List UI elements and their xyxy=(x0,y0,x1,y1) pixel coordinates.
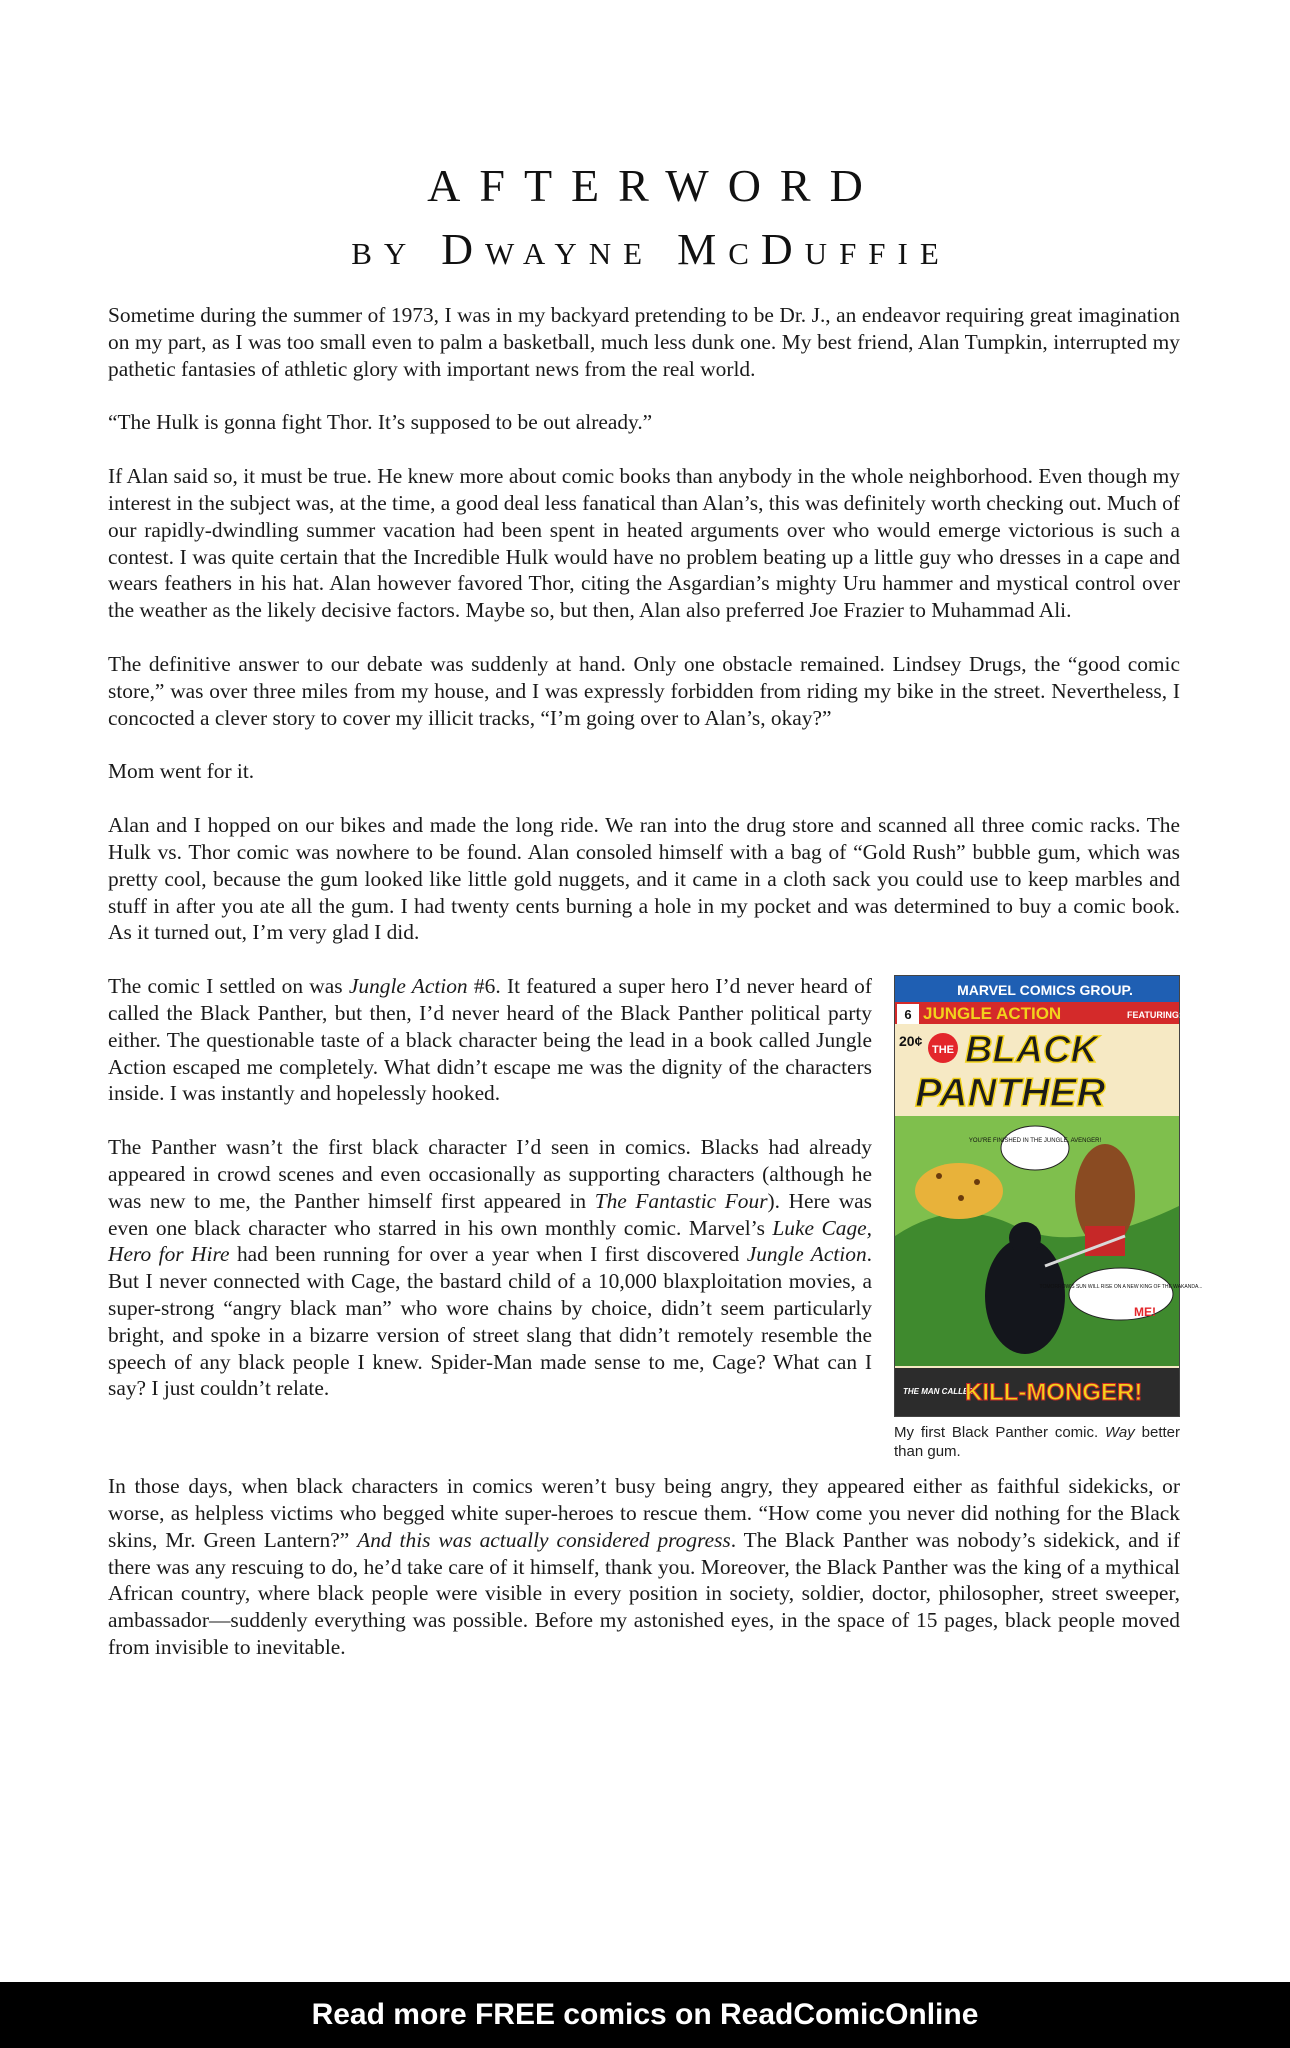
title-jungle-action-2: Jungle Action xyxy=(746,1242,867,1267)
cover-art xyxy=(895,976,1203,1416)
paragraph-3: If Alan said so, it must be true. He knew more about comic books than anybody in the whole neighborhood. Even though my interest in the subject was, at the time, a good deal less fanatical than Alan’s, this was definitely worth checking out. Much of our rapidly-dwindling summer vacation had been spent in heated arguments over who would emerge victorious is such a contest. I was quite certain that the Incredible Hulk would have no problem beating up a little guy who dresses in a cape and wears feathers in his hat. Alan however favored Thor, citing the Asgardian’s mighty Uru hammer and mystical control over the weather as the likely decisive factors. Maybe so, but then, Alan also preferred Joe Frazier to Muhammad Ali. xyxy=(108,464,1180,623)
leopard-figure xyxy=(915,1163,1003,1219)
cover-publisher: MARVEL COMICS GROUP. xyxy=(957,982,1133,999)
caption-text: My first Black Panther comic. xyxy=(894,1424,1106,1442)
paragraph-5: Mom went for it. xyxy=(108,759,255,784)
title-fantastic-four: The Fantastic Four xyxy=(594,1188,768,1213)
black-panther-figure xyxy=(985,1238,1065,1354)
cover-issue-number: 6 xyxy=(904,1007,912,1023)
cover-balloon-2-emphasis: ME! xyxy=(1134,1305,1156,1320)
author-byline: by Dwayne McDuffie xyxy=(351,225,951,274)
paragraph-6: Alan and I hopped on our bikes and made the long ride. We ran into the drug store and scanned all three comic racks. The Hulk vs. Thor comic was nowhere to be found. Alan consoled himself with a bag of “Gold Rush” bubble gum, which was pretty cool, because the gum looked like little gold nuggets, and it came in a cloth sack you could use to keep marbles and stuff in after you ate all the gum. I had twenty cents burning a hole in my pocket and was determined to buy a comic book. As it turned out, I’m very glad I did. xyxy=(108,813,1180,945)
promo-banner-text[interactable]: Read more FREE comics on ReadComicOnline xyxy=(311,1998,979,2031)
italic-progress: And this was actually considered progress xyxy=(357,1527,731,1552)
figure-caption xyxy=(894,1423,1180,1461)
paragraph-4: The definitive answer to our debate was suddenly at hand. Only one obstacle remained. Lindsey Drugs, the “good comic store,” was over three miles from my house, and I was expressly forbidden from riding my bike in the street. Nevertheless, I concocted a clever story to cover my illicit tracks, “I’m going over to Alan’s, okay?” xyxy=(108,651,1180,730)
cover-featuring: FEATURING: xyxy=(1127,1010,1182,1021)
title-jungle-action: Jungle Action xyxy=(348,974,468,999)
title-luke-cage: Luke Cage, Hero for Hire xyxy=(108,1215,872,1267)
paragraph-1: Sometime during the summer of 1973, I was in my backyard pretending to be Dr. J., an endeavor requiring great imagination on my part, as I was too small even to palm a basketball, much less dunk one. My best friend, Alan Tumpkin, interrupted my pathetic fantasies of athletic glory with important news from the real world. xyxy=(108,303,1180,381)
cover-balloon-1: YOU'RE FINISHED IN THE JUNGLE, AVENGER! xyxy=(968,1138,1102,1145)
cover-series: JUNGLE ACTION xyxy=(923,1004,1062,1024)
cover-the: THE xyxy=(932,1044,954,1057)
cover-villain-name: KILL-MONGER! xyxy=(965,1379,1143,1407)
caption-emphasis: Way xyxy=(1105,1424,1135,1442)
cover-balloon-2: TOMORROW'S SUN WILL RISE ON A NEW KING OF THE WAKANDA... xyxy=(1039,1284,1203,1291)
article-body xyxy=(108,302,1203,1688)
comic-cover-figure xyxy=(894,975,1203,1461)
comic-cover-image xyxy=(894,975,1203,1417)
promo-banner[interactable] xyxy=(0,1982,1290,2048)
cover-price: 20¢ xyxy=(899,1033,923,1050)
paragraph-2: “The Hulk is gonna fight Thor. It’s supposed to be out already.” xyxy=(108,410,653,435)
cover-tagline: THE MAN CALLED xyxy=(903,1387,975,1397)
caption-text-end: better than gum. xyxy=(894,1424,1180,1461)
page-title: AFTERWORD xyxy=(427,160,882,211)
cover-title-line1: BLACK xyxy=(965,1029,1098,1072)
paragraph-8: The Panther wasn’t the first black character I’d seen in comics. Blacks had already appeared in crowd scenes and even occasionally as supporting characters (although he was new to me, the Panther himself first appeared in The Fantastic Four). Here was even one black character who starred in his own monthly comic. Marvel’s Luke Cage, Hero for Hire had been running for over a year when I first discovered Jungle Action. But I never connected with Cage, the bastard child of a 10,000 blaxploitation movies, a super-strong “angry black man” who wore chains by choice, didn’t seem particularly bright, and spoke in a bizarre version of street slang that didn’t remotely resemble the speech of any black people I knew. Spider-Man made sense to me, Cage? What can I say? I just couldn’t relate. xyxy=(108,1135,872,1401)
cover-title-line2: PANTHER xyxy=(915,1071,1106,1116)
paragraph-9: In those days, when black characters in comics weren’t busy being angry, they appeared either as faithful sidekicks, or worse, as helpless victims who begged white super-heroes to rescue them. “How come you never did nothing for the Black skins, Mr. Green Lantern?” And this was actually considered progress. The Black Panther was nobody’s sidekick, and if there was any rescuing to do, he’d take care of it himself, thank you. Moreover, the Black Panther was the king of a mythical African country, where black people were visible in every position in society, soldier, doctor, philosopher, street sweeper, ambassador—suddenly everything was possible. Before my astonished eyes, in the space of 15 pages, black people moved from invisible to inevitable. xyxy=(108,1474,1180,1659)
paragraph-7: The comic I settled on was Jungle Action #6. It featured a super hero I’d never heard of called the Black Panther, but then, I’d never heard of the Black Panther political party either. The questionable taste of a black character being the lead in a book called Jungle Action escaped me completely. What didn’t escape me was the dignity of the characters inside. I was instantly and hopelessly hooked. xyxy=(108,974,872,1106)
